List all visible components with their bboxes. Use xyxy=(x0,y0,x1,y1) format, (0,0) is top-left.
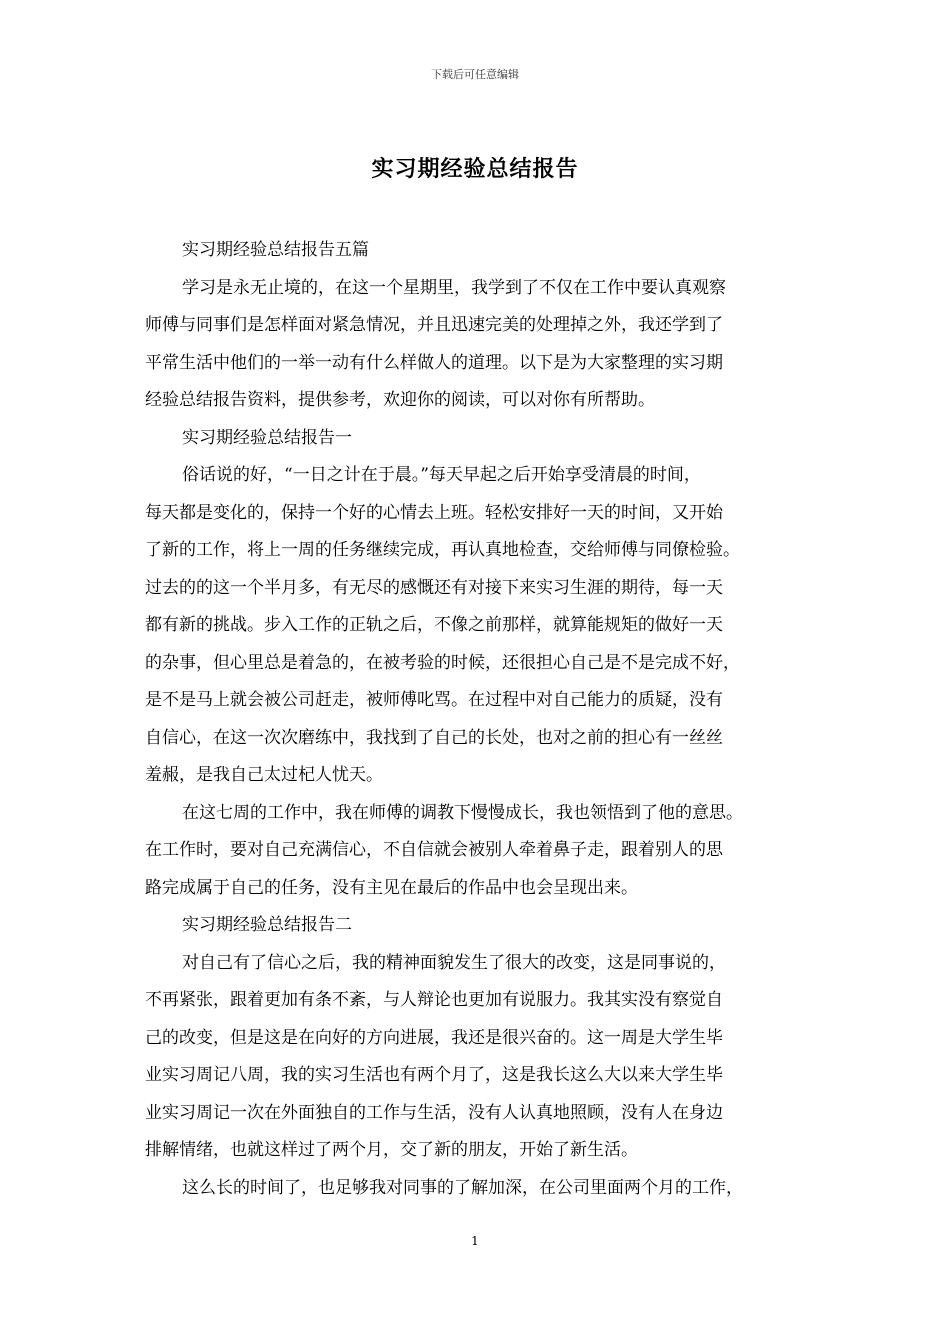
paragraph-line: 的杂事，但心里总是着急的，在被考验的时候，还很担心自己是不是完成不好， xyxy=(145,652,740,673)
section-heading-1: 实习期经验总结报告一 xyxy=(182,427,352,448)
document-body xyxy=(145,232,807,1207)
paragraph-line: 都有新的挑战。步入工作的正轨之后，不像之前那样，就算能规矩的做好一天 xyxy=(145,615,723,635)
paragraph-line: 在工作时，要对自己充满信心，不自信就会被别人牵着鼻子走，跟着别人的思 xyxy=(145,840,723,860)
paragraph-line: 在这七周的工作中，我在师傅的调教下慢慢成长，我也领悟到了他的意思。 xyxy=(182,802,743,823)
document-title: 实习期经验总结报告 xyxy=(371,156,579,182)
subtitle-line: 实习期经验总结报告五篇 xyxy=(182,240,369,260)
paragraph-line: 路完成属于自己的任务，没有主见在最后的作品中也会呈现出来。 xyxy=(145,877,638,898)
paragraph-line: 师傅与同事们是怎样面对紧急情况，并且迅速完美的处理掉之外，我还学到了 xyxy=(145,315,723,335)
paragraph-line: 是不是马上就会被公司赶走，被师傅叱骂。在过程中对自己能力的质疑，没有 xyxy=(145,690,723,710)
paragraph-line: 不再紧张，跟着更加有条不紊，与人辩论也更加有说服力。我其实没有察觉自 xyxy=(145,990,723,1010)
paragraph-line: 平常生活中他们的一举一动有什么样做人的道理。以下是为大家整理的实习期 xyxy=(145,352,723,373)
paragraph-line: 俗话说的好，“一日之计在于晨。”每天早起之后开始享受清晨的时间， xyxy=(182,465,701,485)
paragraph-line: 了新的工作，将上一周的任务继续完成，再认真地检查，交给师傅与同僚检验。 xyxy=(145,540,740,560)
paragraph-line: 业实习周记八周，我的实习生活也有两个月了，这是我长这么大以来大学生毕 xyxy=(145,1065,723,1085)
page-number: 1 xyxy=(471,1234,479,1248)
paragraph-line: 学习是永无止境的，在这一个星期里，我学到了不仅在工作中要认真观察 xyxy=(182,277,726,298)
paragraph-line: 己的改变，但是这是在向好的方向进展，我还是很兴奋的。这一周是大学生毕 xyxy=(145,1027,723,1048)
paragraph-line: 经验总结报告资料，提供参考，欢迎你的阅读，可以对你有所帮助。 xyxy=(145,390,655,410)
paragraph-line: 过去的的这一个半月多，有无尽的感慨还有对接下来实习生涯的期待，每一天 xyxy=(145,577,723,598)
paragraph-line: 羞赧，是我自己太过杞人忧天。 xyxy=(145,765,383,785)
paragraph-line: 排解情绪，也就这样过了两个月，交了新的朋友，开始了新生活。 xyxy=(145,1140,638,1160)
paragraph-line: 对自己有了信心之后，我的精神面貌发生了很大的改变，这是同事说的， xyxy=(182,952,726,973)
paragraph-line: 这么长的时间了，也足够我对同事的了解加深，在公司里面两个月的工作， xyxy=(182,1177,743,1198)
header-note: 下载后可任意编辑 xyxy=(431,68,519,81)
paragraph-line: 自信心，在这一次次磨练中，我找到了自己的长处，也对之前的担心有一丝丝 xyxy=(145,727,723,748)
section-heading-2: 实习期经验总结报告二 xyxy=(182,915,352,935)
paragraph-line: 每天都是变化的，保持一个好的心情去上班。轻松安排好一天的时间，又开始 xyxy=(145,502,723,523)
paragraph-line: 业实习周记一次在外面独自的工作与生活，没有人认真地照顾，没有人在身边 xyxy=(145,1102,723,1123)
